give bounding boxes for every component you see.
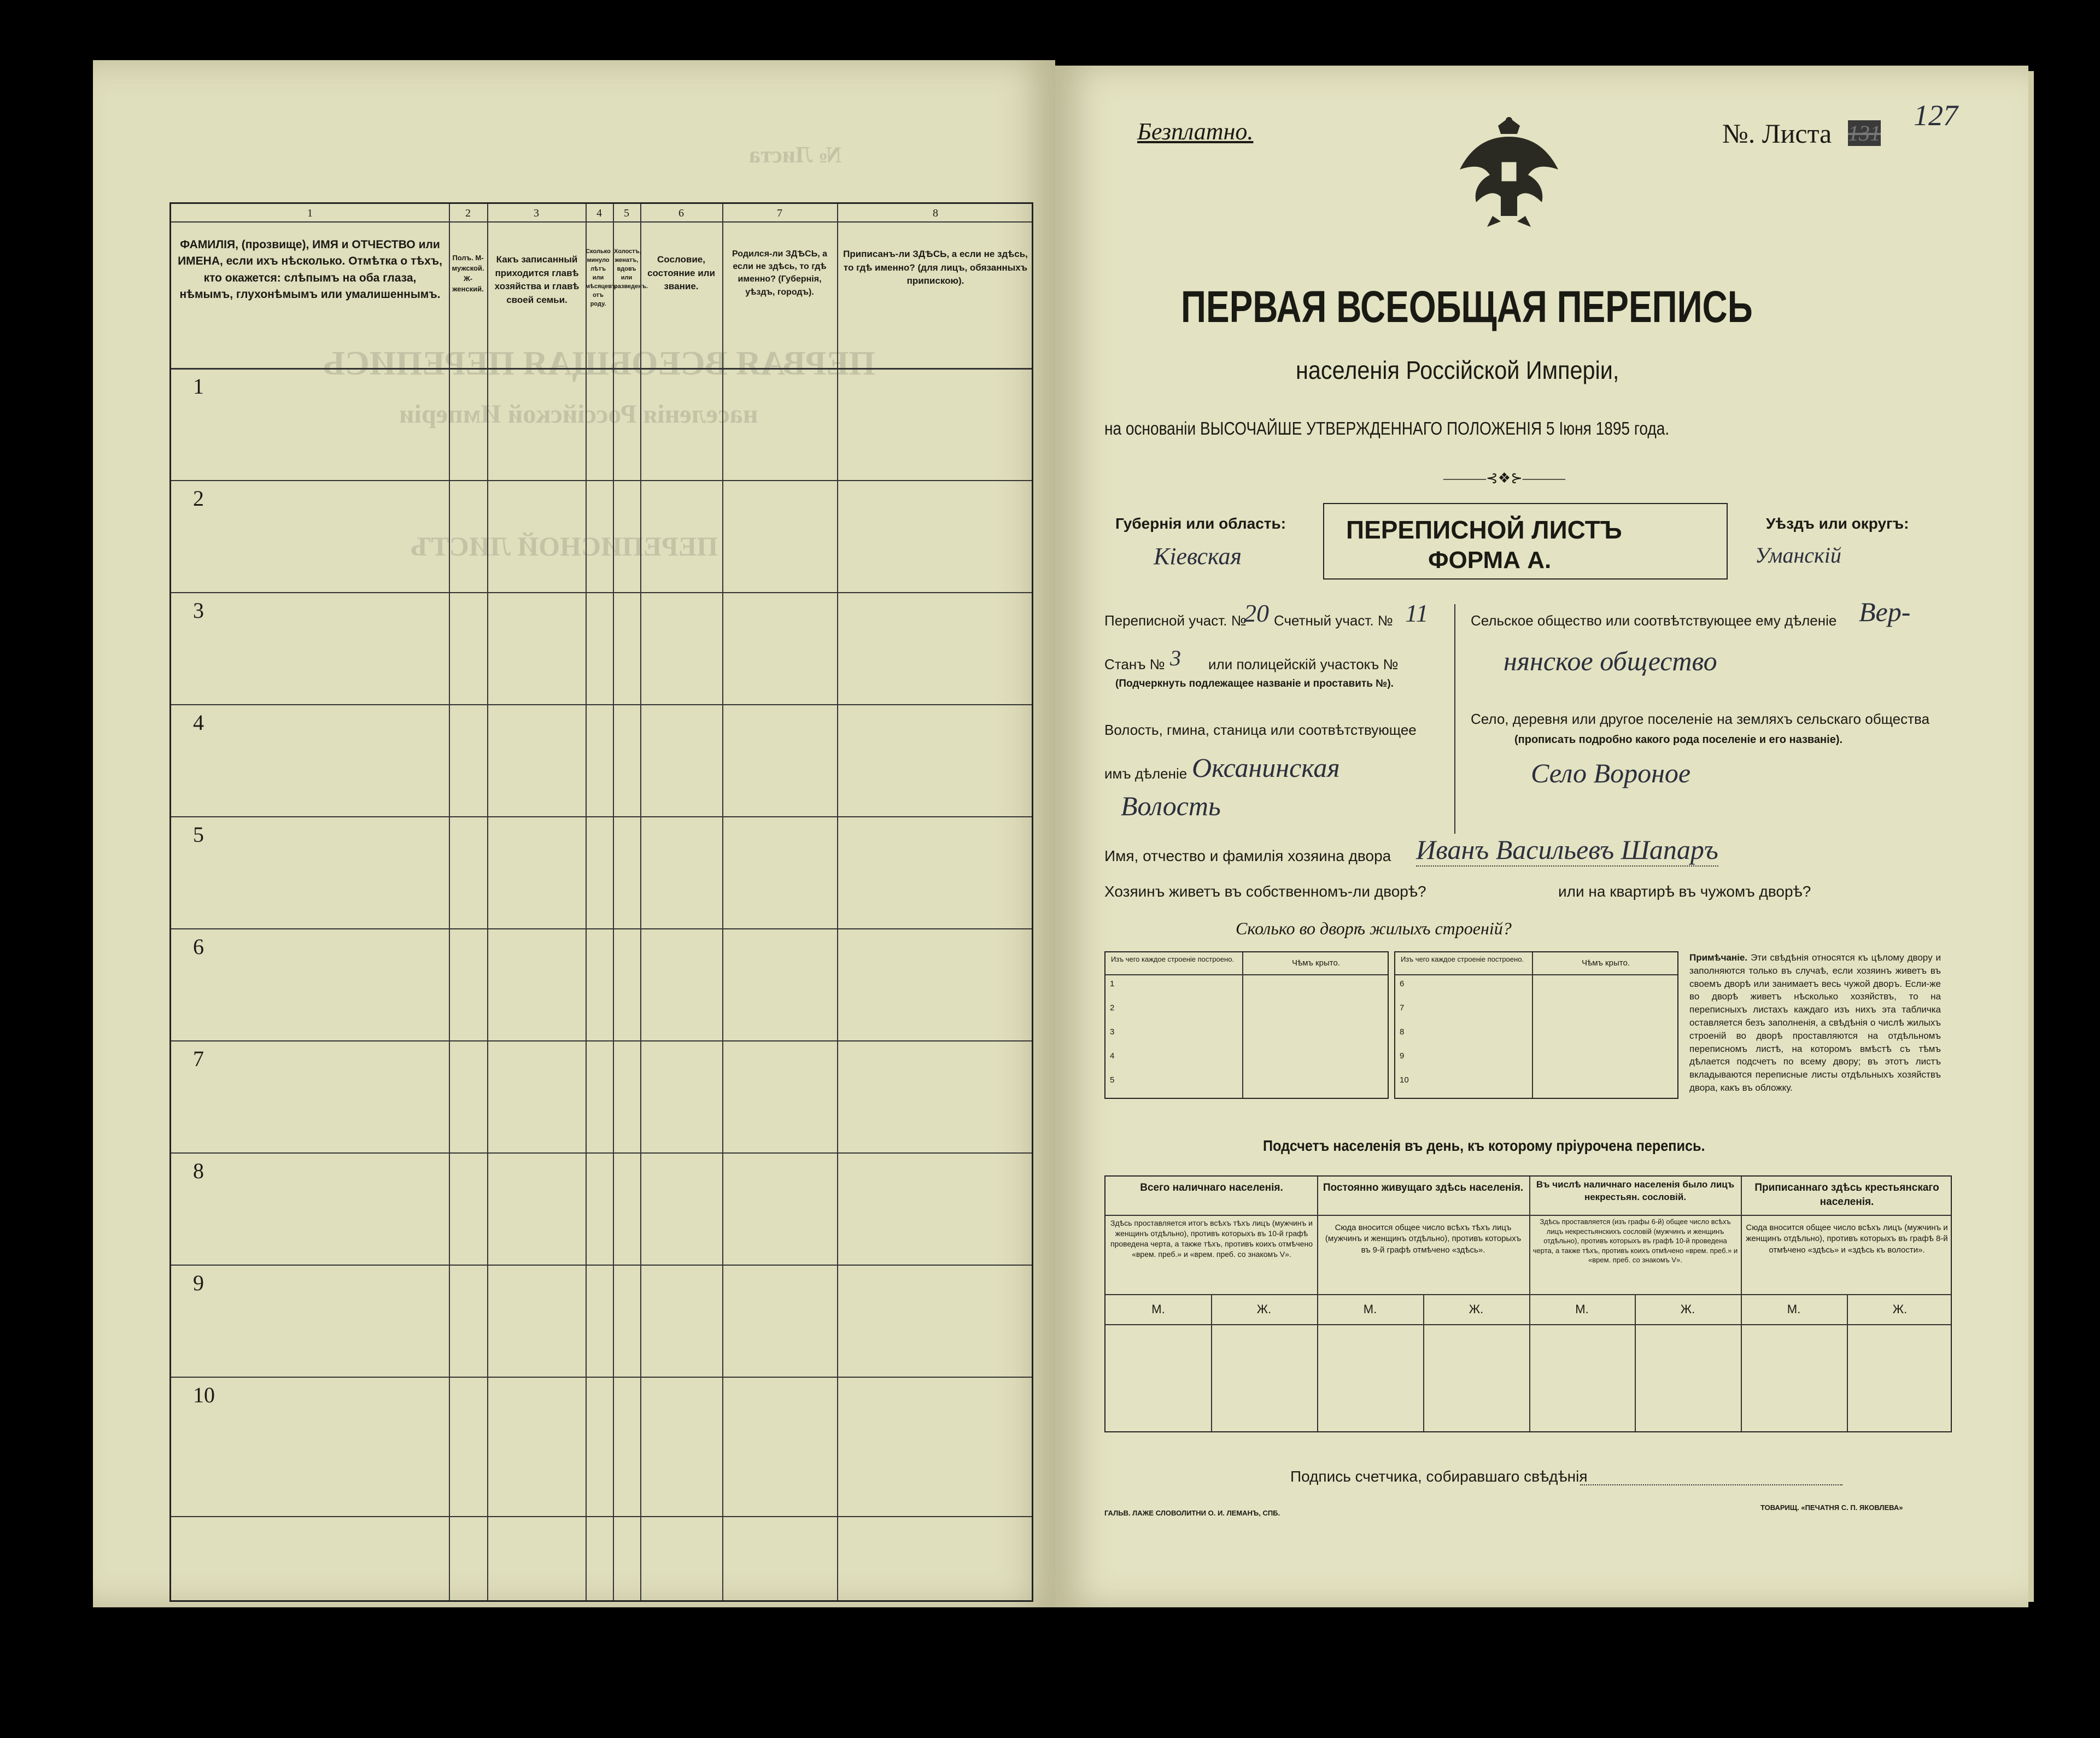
- female-label: Ж.: [1469, 1302, 1484, 1316]
- col-number-7: 7: [777, 207, 782, 219]
- buildings-table-right: [1394, 951, 1678, 1099]
- row-number: 6: [193, 934, 204, 959]
- row-line: [171, 1516, 1032, 1517]
- row-number: 4: [193, 710, 204, 735]
- census-district-label: Переписной участ. №: [1104, 612, 1247, 629]
- count-mf-line: [1105, 1324, 1951, 1325]
- note-title: Примѣчаніе.: [1689, 952, 1748, 963]
- row-line: [171, 816, 1032, 817]
- bld-row-number: 2: [1110, 1003, 1115, 1013]
- sheet-number-struck: 131: [1848, 121, 1881, 145]
- row-line: [171, 1040, 1032, 1041]
- row-line: [171, 1152, 1032, 1154]
- male-label: М.: [1787, 1302, 1801, 1316]
- count-district-value: 11: [1405, 599, 1429, 627]
- village-note: (прописать подробно какого рода поселеніе и его названіе).: [1514, 734, 1843, 746]
- owner-label: Имя, отчество и фамилія хозяина двора: [1104, 847, 1391, 864]
- population-count-table: [1104, 1175, 1952, 1432]
- bleed-through-form: ПЕРЕПИСНОЙ ЛИСТЪ: [410, 531, 718, 561]
- owner-value: Иванъ Васильевъ Шапаръ: [1416, 834, 1718, 867]
- gubernia-label: Губернія или область:: [1115, 515, 1286, 532]
- col-divider: [722, 204, 723, 1600]
- village-value: Село Вороное: [1531, 758, 1691, 788]
- police-district-label: или полицейскій участокъ №: [1208, 656, 1399, 672]
- note-text: Эти свѣдѣнія относятся къ цѣлому двору и заполняются только въ случаѣ, если хозяинъ живетъ въ своемъ дворѣ или занимаетъ весь чужой дворъ. Если-же во дворѣ живетъ нѣсколько хозяйствъ, то на переписныхъ листахъ каждаго изъ нихъ эта табличка оставляется безъ заполненія, а свѣдѣнія о числѣ жилыхъ строеній во дворѣ проставляются на отдѣльномъ переписномъ листѣ, на которомъ вмѣстѣ съ тѣмъ дѣлается подсчетъ по всему двору; въ этотъ листъ вкладываются переписные листы отдѣльныхъ хозяйствъ двора, какъ въ обложку.: [1689, 952, 1941, 1093]
- col-header-age: Сколько минуло лѣтъ или мѣсяцевъ отъ роду.: [586, 248, 616, 307]
- underline-note: (Подчеркнуть подлежащее названіе и проставить №).: [1115, 678, 1394, 689]
- col-divider: [487, 204, 488, 1600]
- gubernia-value: Кіевская: [1154, 543, 1242, 570]
- count-header-non-peasant: Въ числѣ наличнаго населенія было лицъ некрестьян. сословій.: [1536, 1179, 1735, 1202]
- buildings-note: [1689, 951, 1941, 1095]
- buildings-label: Сколько во дворѣ жилыхъ строеній?: [1236, 918, 1512, 938]
- count-header-permanent: Постоянно живущаго здѣсь населенія.: [1323, 1182, 1524, 1193]
- row-line: [171, 704, 1032, 705]
- printer-right: ТОВАРИЩ. «ПЕЧАТНЯ С. П. ЯКОВЛЕВА»: [1760, 1503, 1903, 1512]
- row-number: 1: [193, 374, 204, 399]
- row-number: 3: [193, 598, 204, 623]
- bld-row-number: 3: [1110, 1027, 1115, 1037]
- census-subtitle: населенія Россійской Имперіи,: [1296, 356, 1619, 384]
- printer-left: ГАЛЬВ. ЛАЖЕ СЛОВОЛИТНИ О. И. ЛЕМАНЪ, СПБ.: [1104, 1509, 1280, 1517]
- bld-row-number: 5: [1110, 1075, 1115, 1085]
- bleed-through-text: № Листа: [749, 143, 841, 168]
- col-divider: [837, 204, 838, 1600]
- form-title-1: ПЕРЕПИСНОЙ ЛИСТЪ: [1346, 516, 1622, 544]
- bld-row-number: 9: [1400, 1051, 1405, 1061]
- col-number-8: 8: [933, 207, 938, 219]
- rent-label: или на квартирѣ въ чужомъ дворѣ?: [1558, 883, 1811, 900]
- stan-value: 3: [1170, 646, 1181, 670]
- count-header-total: Всего наличнаго населенія.: [1140, 1182, 1283, 1193]
- bld-header-line: [1395, 974, 1677, 975]
- col-header-birthplace: Родился-ли ЗДѢСЬ, а если не здѣсь, то гдѣ именно? (Губернія, уѣздъ, городъ).: [732, 249, 827, 297]
- volost-value-2: Волость: [1121, 791, 1221, 821]
- col-header-marital: Холостъ, женатъ, вдовъ или разведенъ.: [614, 248, 648, 290]
- stan-label: Станъ №: [1104, 656, 1165, 672]
- bld-row-number: 4: [1110, 1051, 1115, 1061]
- row-line: [171, 928, 1032, 929]
- count-title: Подсчетъ населенія въ день, къ которому пріурочена перепись.: [1263, 1137, 1705, 1154]
- bld-row-number: 6: [1400, 979, 1405, 988]
- col-number-6: 6: [678, 207, 684, 219]
- col-header-registered: Приписанъ-ли ЗДѢСЬ, а если не здѣсь, то гдѣ именно? (для лицъ, обязанныхъ припискою).: [843, 249, 1028, 286]
- society-value-2: нянское общество: [1504, 646, 1717, 676]
- bld-row-number: 1: [1110, 979, 1115, 988]
- bld-roof-header: Чѣмъ крыто.: [1292, 958, 1340, 968]
- uezd-label: Уѣздъ или округъ:: [1766, 515, 1909, 532]
- count-desc-total: Здѣсь проставляется итогъ всѣхъ тѣхъ лицъ (мужчинъ и женщинъ отдѣльно), противъ которыхъ въ 10-й графѣ проведена черта, а также тѣхъ, противъ коихъ отмѣчено «врем. преб.» и «врем. преб. со знакомъ V».: [1110, 1219, 1313, 1259]
- decree-basis: на основаніи ВЫСОЧАЙШЕ УТВЕРЖДЕННАГО ПОЛОЖЕНІЯ 5 Іюня 1895 года.: [1104, 418, 1670, 438]
- female-label: Ж.: [1892, 1302, 1908, 1316]
- male-label: М.: [1575, 1302, 1589, 1316]
- row-number: 7: [193, 1046, 204, 1071]
- row-line: [171, 592, 1032, 593]
- row-number: 10: [193, 1383, 215, 1407]
- uezd-box: [1728, 503, 1952, 580]
- col-header-relation: Какъ записанный приходится главѣ хозяйства и главѣ своей семьи.: [494, 254, 580, 305]
- gubernia-box: [1104, 503, 1323, 580]
- bld-row-number: 10: [1400, 1075, 1409, 1085]
- form-title-2: ФОРМА А.: [1428, 547, 1552, 574]
- census-title: ПЕРВАЯ ВСЕОБЩАЯ ПЕРЕПИСЬ: [1181, 282, 1753, 332]
- info-divider: [1454, 604, 1455, 834]
- signature-line: [1580, 1484, 1842, 1485]
- bleed-through-subtitle: населенія Россійской Имперіи: [399, 400, 758, 429]
- volost-value: Оксанинская: [1192, 752, 1340, 783]
- left-page: [93, 60, 1055, 1607]
- count-desc-peasant: Сюда вносится общее число всѣхъ лицъ (мужчинъ и женщинъ отдѣльно), противъ которыхъ въ графѣ 8-й отмѣчено «здѣсь» и «здѣсь къ волости».: [1746, 1223, 1948, 1255]
- bld-header-line: [1105, 974, 1388, 975]
- row-line: [171, 1377, 1032, 1378]
- uezd-value: Уманскій: [1755, 543, 1841, 567]
- bld-roof-header: Чѣмъ крыто.: [1582, 958, 1630, 968]
- bld-material-header: Изъ чего каждое строеніе построено.: [1110, 955, 1235, 963]
- col-header-estate: Сословие, состояние или звание.: [647, 254, 715, 292]
- col-number-4: 4: [596, 207, 602, 219]
- bld-row-number: 7: [1400, 1003, 1405, 1013]
- count-district-label: Счетный участ. №: [1274, 612, 1393, 629]
- volost-label-2: имъ дѣленіе: [1104, 765, 1188, 782]
- count-header-peasant: Приписаннаго здѣсь крестьянскаго населенія.: [1754, 1182, 1939, 1208]
- society-label: Сельское общество или соотвѣтствующее ему дѣленіе: [1471, 612, 1837, 629]
- male-label: М.: [1363, 1302, 1377, 1316]
- count-desc-permanent: Сюда вносится общее число всѣхъ тѣхъ лицъ (мужчинъ и женщинъ отдѣльно), противъ которыхъ въ 9-й графѣ отмѣчено «здѣсь».: [1325, 1223, 1522, 1255]
- census-district-value: 20: [1244, 599, 1269, 627]
- owner-lives-label: Хозяинъ живетъ въ собственномъ-ли дворѣ?: [1104, 883, 1426, 900]
- row-number: 8: [193, 1158, 204, 1183]
- col-divider: [613, 204, 614, 1600]
- count-header-line: [1105, 1215, 1951, 1216]
- col-divider: [449, 204, 450, 1600]
- bld-material-header: Изъ чего каждое строеніе построено.: [1400, 955, 1524, 963]
- col-number-2: 2: [465, 207, 471, 219]
- row-line: [171, 480, 1032, 481]
- row-number: 9: [193, 1271, 204, 1295]
- header-bottom-line: [171, 368, 1032, 370]
- row-number: 5: [193, 822, 204, 847]
- right-page: [1055, 66, 2028, 1607]
- col-number-5: 5: [624, 207, 629, 219]
- header-number-line: [171, 221, 1032, 223]
- row-line: [171, 1265, 1032, 1266]
- bleed-through-title: ПЕРВАЯ ВСЕОБЩАЯ ПЕРЕПИСЬ: [323, 345, 875, 382]
- col-header-sex: Полъ. М-мужской. Ж-женский.: [452, 254, 484, 293]
- count-desc-non-peasant: Здѣсь проставляется (изъ графы 6-й) общее число всѣхъ лицъ некрестьянскихъ сословій (мужчинъ и женщинъ отдѣльно), противъ которыхъ въ графѣ 10-й проведена черта, а также тѣхъ, противъ коихъ отмѣчено «врем. преб.» и «врем. преб. со знакомъ V».: [1532, 1218, 1738, 1265]
- male-label: М.: [1151, 1302, 1165, 1316]
- col-divider: [640, 204, 641, 1600]
- buildings-table-left: [1104, 951, 1389, 1099]
- free-label: Безплатно.: [1137, 118, 1254, 145]
- ornament-divider: ———⊰❖⊱———: [1443, 470, 1565, 486]
- col-number-1: 1: [307, 207, 313, 219]
- society-value: Вер-: [1859, 596, 1911, 627]
- col-number-3: 3: [534, 207, 539, 219]
- female-label: Ж.: [1256, 1302, 1272, 1316]
- imperial-eagle-emblem: [1454, 115, 1564, 230]
- count-desc-line: [1105, 1294, 1951, 1295]
- household-register-table: [169, 202, 1033, 1602]
- female-label: Ж.: [1680, 1302, 1695, 1316]
- row-number: 2: [193, 486, 204, 511]
- sheet-number-value: 127: [1914, 99, 1958, 132]
- form-title-box: [1323, 503, 1728, 580]
- volost-label: Волость, гмина, станица или соотвѣтствующее: [1104, 722, 1417, 738]
- sheet-number-label: №. Листа: [1722, 118, 1832, 149]
- col-divider: [586, 204, 587, 1600]
- bld-row-number: 8: [1400, 1027, 1405, 1037]
- col-header-name: ФАМИЛІЯ, (прозвище), ИМЯ и ОТЧЕСТВО или ИМЕНА, если ихъ нѣсколько. Отмѣтка о тѣхъ, кто окажется: слѣпымъ на оба глаза, нѣмымъ, глухонѣмымъ или умалишеннымъ.: [178, 238, 442, 301]
- village-label: Село, деревня или другое поселеніе на земляхъ сельскаго общества: [1471, 711, 1930, 727]
- signature-label: Подпись счетчика, собиравшаго свѣдѣнія: [1290, 1468, 1588, 1485]
